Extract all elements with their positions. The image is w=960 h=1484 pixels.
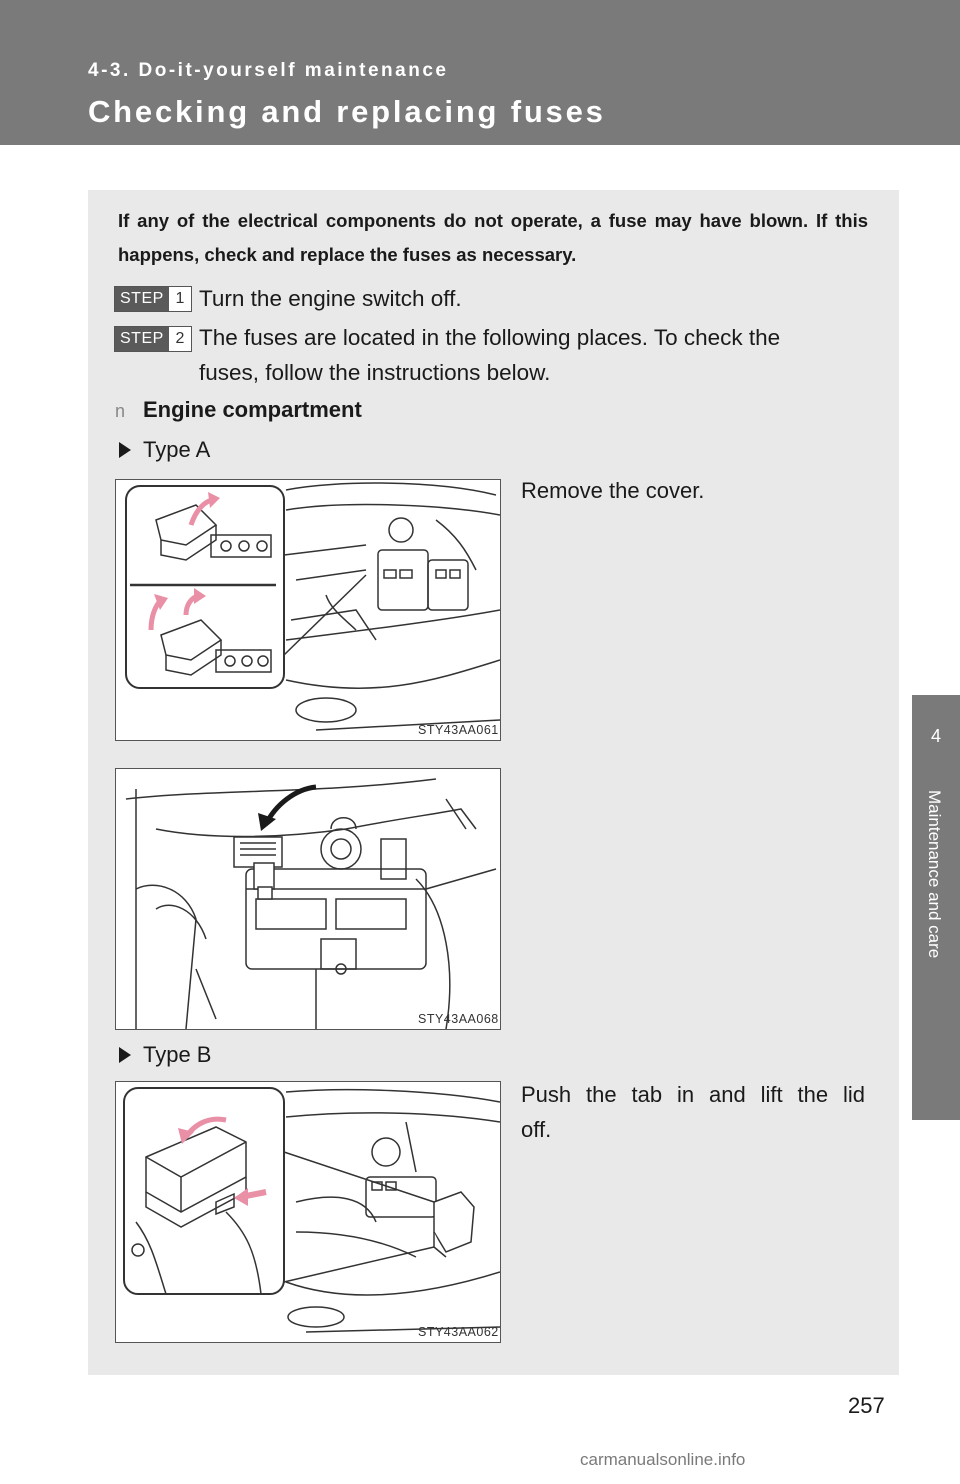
- battery-fusebox-illustration: [116, 769, 500, 1029]
- chapter-number: 4: [930, 726, 941, 746]
- type-a-label: Type A: [143, 437, 211, 462]
- figure-code: STY43AA068: [418, 1012, 499, 1026]
- step-badge-number: 1: [175, 290, 185, 307]
- figure-type-a-cover: [115, 479, 501, 741]
- section-label: 4-3. Do-it-yourself maintenance: [88, 60, 449, 81]
- section-bullet: n: [115, 401, 126, 421]
- step-badge-word: STEP: [115, 287, 169, 311]
- page-title: Checking and replacing fuses: [88, 94, 606, 129]
- figure-type-a-fusebox: [115, 768, 501, 1030]
- triangle-bullet-icon: [119, 1047, 131, 1063]
- step-1-badge: [114, 286, 192, 312]
- watermark: carmanualsonline.info: [580, 1450, 746, 1469]
- type-b-instruction-line2: off.: [521, 1117, 552, 1142]
- engine-bay-type-b-illustration: [116, 1082, 500, 1342]
- engine-bay-illustration: [116, 480, 500, 740]
- figure-code: STY43AA062: [418, 1325, 499, 1339]
- type-a-instruction: Remove the cover.: [521, 478, 705, 503]
- figure-type-b-lid: [115, 1081, 501, 1343]
- step-1-text: Turn the engine switch off.: [199, 286, 462, 311]
- step-badge-number: 2: [175, 330, 185, 347]
- intro-text: If any of the electrical components do not operate, a fuse may have blown. If this happens, check and replace the fuses as necessary.: [118, 210, 868, 265]
- chapter-label: Maintenance and care: [925, 790, 944, 959]
- step-badge-word: STEP: [115, 327, 169, 351]
- section-heading: Engine compartment: [143, 397, 362, 422]
- type-b-instruction-line1: Push the tab in and lift the lid: [521, 1082, 865, 1107]
- step-2-badge: [114, 326, 192, 352]
- triangle-bullet-icon: [119, 442, 131, 458]
- type-b-label: Type B: [143, 1042, 212, 1067]
- step-2-text-line1: The fuses are located in the following places. To check the: [199, 325, 781, 350]
- figure-code: STY43AA061: [418, 723, 499, 737]
- chapter-label-container: [912, 790, 960, 1090]
- step-2-text-line2: fuses, follow the instructions below.: [199, 360, 551, 385]
- page-number: 257: [848, 1393, 885, 1418]
